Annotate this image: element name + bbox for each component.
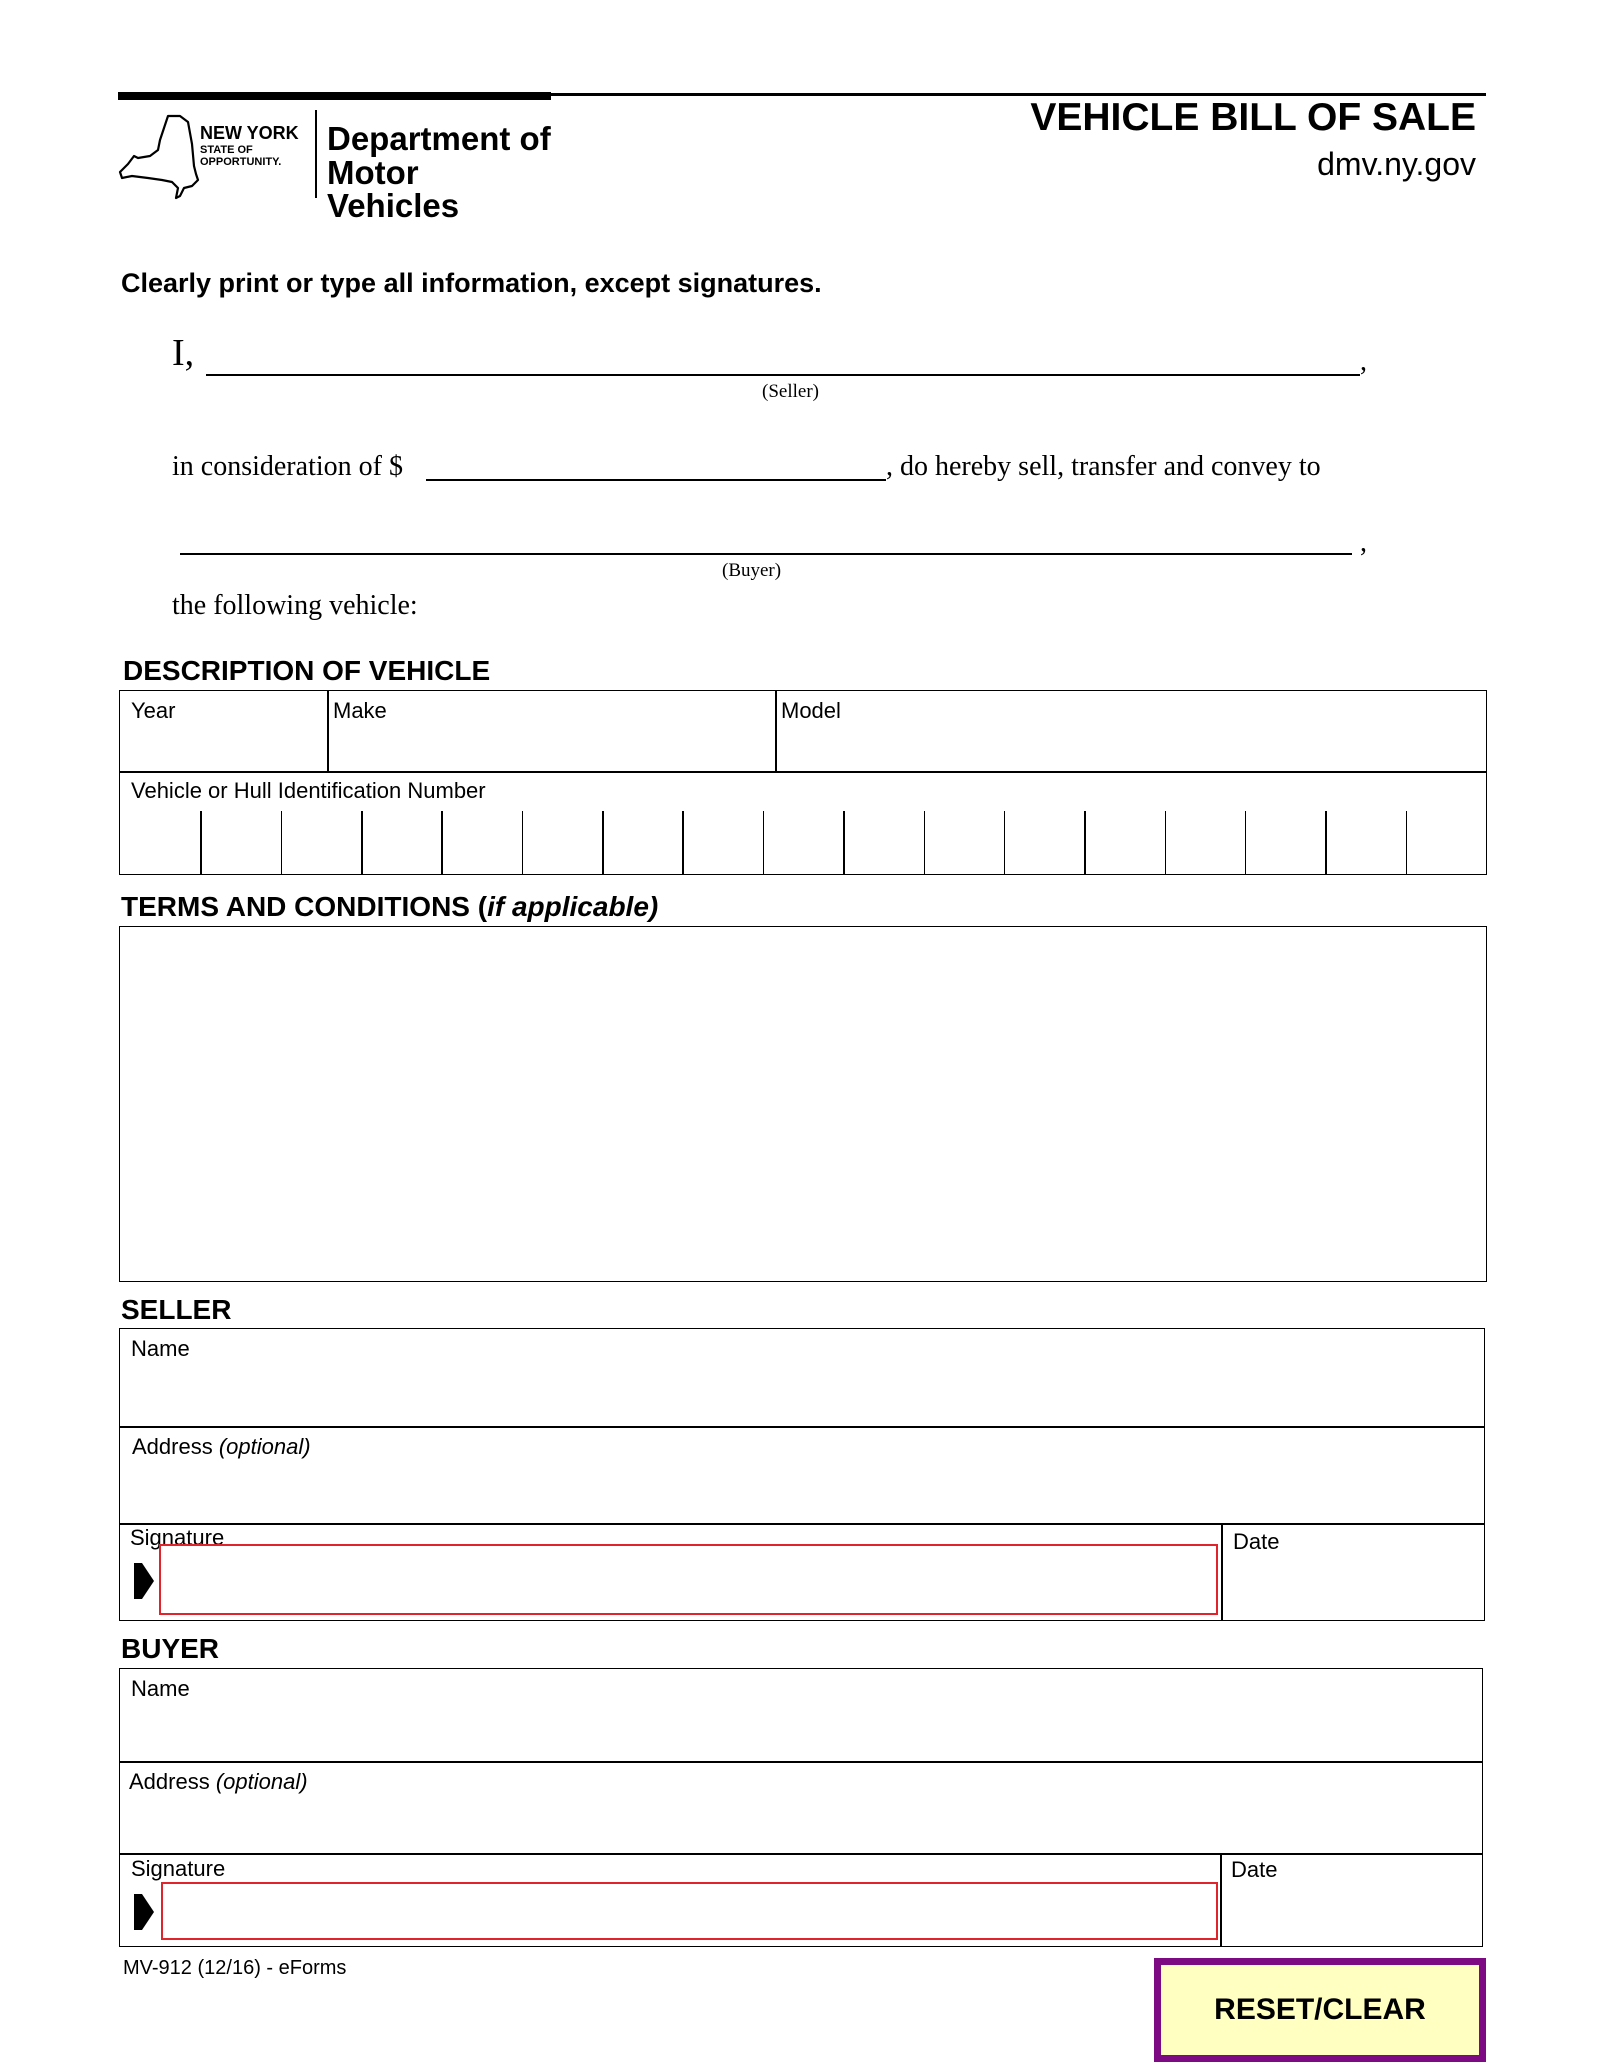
vin-cell-divider bbox=[281, 811, 283, 874]
vin-cell[interactable] bbox=[281, 811, 361, 874]
buyer-name-line[interactable] bbox=[180, 553, 1352, 555]
vin-cell[interactable] bbox=[1325, 811, 1405, 874]
terms-textarea[interactable] bbox=[119, 926, 1487, 1282]
seller-date-label: Date bbox=[1233, 1529, 1280, 1554]
dmv-logo bbox=[118, 108, 558, 224]
make-field[interactable] bbox=[329, 692, 774, 770]
vehicle-row-divider bbox=[119, 771, 1487, 773]
seller-signature-arrow-icon bbox=[132, 1563, 156, 1599]
vin-cell-divider bbox=[1406, 811, 1408, 874]
vin-cell-divider bbox=[602, 811, 604, 874]
vin-cell-divider bbox=[1325, 811, 1327, 874]
vehicle-section-heading: DESCRIPTION OF VEHICLE bbox=[123, 655, 491, 686]
model-field[interactable] bbox=[777, 692, 1485, 770]
buyer-section-heading: BUYER bbox=[121, 1633, 220, 1664]
vin-cell[interactable] bbox=[682, 811, 762, 874]
buyer-name-field[interactable] bbox=[121, 1670, 1481, 1760]
terms-section-heading bbox=[121, 891, 658, 923]
buyer-address-label: Address (optional) bbox=[129, 1769, 308, 1794]
vin-cell[interactable] bbox=[924, 811, 1004, 874]
logo-dept-line1: Department of bbox=[327, 120, 551, 157]
header-rule-thick bbox=[118, 92, 551, 100]
logo-tagline-line1: STATE OF bbox=[200, 144, 253, 156]
sentence-following: the following vehicle: bbox=[172, 590, 418, 621]
vin-cell-divider bbox=[441, 811, 443, 874]
new-york-state-outline-icon bbox=[118, 114, 200, 200]
sentence-seller-comma: , bbox=[1360, 346, 1367, 377]
buyer-signature-arrow-icon bbox=[132, 1894, 156, 1930]
sentence-opening: I, bbox=[172, 332, 195, 374]
year-label: Year bbox=[131, 698, 176, 723]
vin-cell[interactable] bbox=[763, 811, 843, 874]
instructions: Clearly print or type all information, except signatures. bbox=[121, 268, 822, 298]
sentence-buyer-comma: , bbox=[1360, 527, 1367, 558]
vin-cell[interactable] bbox=[1084, 811, 1164, 874]
seller-section-heading: SELLER bbox=[121, 1294, 232, 1325]
vin-cell[interactable] bbox=[1406, 811, 1486, 874]
price-line[interactable] bbox=[426, 479, 886, 481]
buyer-name-label: Name bbox=[131, 1676, 190, 1701]
seller-address-field[interactable] bbox=[121, 1428, 1483, 1522]
vin-cell-divider bbox=[763, 811, 765, 874]
vin-cell-divider bbox=[1245, 811, 1247, 874]
logo-divider bbox=[315, 110, 317, 198]
vin-cell-divider bbox=[843, 811, 845, 874]
seller-caption: (Seller) bbox=[762, 381, 819, 402]
vin-cell[interactable] bbox=[602, 811, 682, 874]
vin-cell[interactable] bbox=[522, 811, 602, 874]
seller-address-label: Address (optional) bbox=[132, 1434, 311, 1459]
vin-cell-divider bbox=[361, 811, 363, 874]
make-label: Make bbox=[333, 698, 387, 723]
website-url: dmv.ny.gov bbox=[1317, 146, 1476, 182]
seller-name-field[interactable] bbox=[121, 1330, 1483, 1425]
terms-heading-italic: if applicable) bbox=[487, 891, 659, 922]
document-title: VEHICLE BILL OF SALE bbox=[1030, 96, 1476, 139]
vin-cell-divider bbox=[522, 811, 524, 874]
buyer-signature-label: Signature bbox=[131, 1856, 226, 1881]
seller-signature-field[interactable] bbox=[159, 1544, 1218, 1615]
vin-cell-divider bbox=[1165, 811, 1167, 874]
reset-clear-button[interactable]: RESET/CLEAR bbox=[1154, 1958, 1486, 2062]
vin-cell[interactable] bbox=[1004, 811, 1084, 874]
vin-cell-divider bbox=[1004, 811, 1006, 874]
vin-cell-divider bbox=[682, 811, 684, 874]
vin-cell-divider bbox=[1084, 811, 1086, 874]
vin-cell[interactable] bbox=[843, 811, 923, 874]
form-id: MV-912 (12/16) - eForms bbox=[123, 1957, 347, 1979]
seller-name-line[interactable] bbox=[206, 374, 1360, 376]
model-label: Model bbox=[781, 698, 841, 723]
seller-signature-label: Signature bbox=[130, 1525, 225, 1550]
vin-cell[interactable] bbox=[1245, 811, 1325, 874]
year-field[interactable] bbox=[121, 692, 326, 770]
buyer-caption: (Buyer) bbox=[722, 560, 782, 581]
vin-label: Vehicle or Hull Identification Number bbox=[131, 778, 486, 803]
vin-cell[interactable] bbox=[200, 811, 280, 874]
logo-dept-line2: Motor Vehicles bbox=[327, 154, 460, 224]
buyer-signature-field[interactable] bbox=[161, 1882, 1218, 1940]
vin-cell[interactable] bbox=[120, 811, 200, 874]
buyer-date-field[interactable] bbox=[1222, 1855, 1481, 1945]
sentence-consideration: in consideration of $ bbox=[172, 451, 403, 482]
buyer-address-field[interactable] bbox=[121, 1763, 1481, 1852]
vin-cell-divider bbox=[924, 811, 926, 874]
vin-cell[interactable] bbox=[361, 811, 441, 874]
seller-date-field[interactable] bbox=[1223, 1525, 1483, 1620]
vin-cell[interactable] bbox=[441, 811, 521, 874]
sentence-transfer: , do hereby sell, transfer and convey to bbox=[886, 451, 1321, 482]
terms-heading-main: TERMS AND CONDITIONS ( bbox=[121, 891, 488, 922]
logo-tagline-line2: OPPORTUNITY. bbox=[200, 156, 282, 168]
logo-state-name: NEW YORK bbox=[200, 123, 299, 143]
buyer-date-label: Date bbox=[1231, 1857, 1278, 1882]
vin-cell[interactable] bbox=[1165, 811, 1245, 874]
seller-name-label: Name bbox=[131, 1336, 190, 1361]
vin-cell-divider bbox=[200, 811, 202, 874]
